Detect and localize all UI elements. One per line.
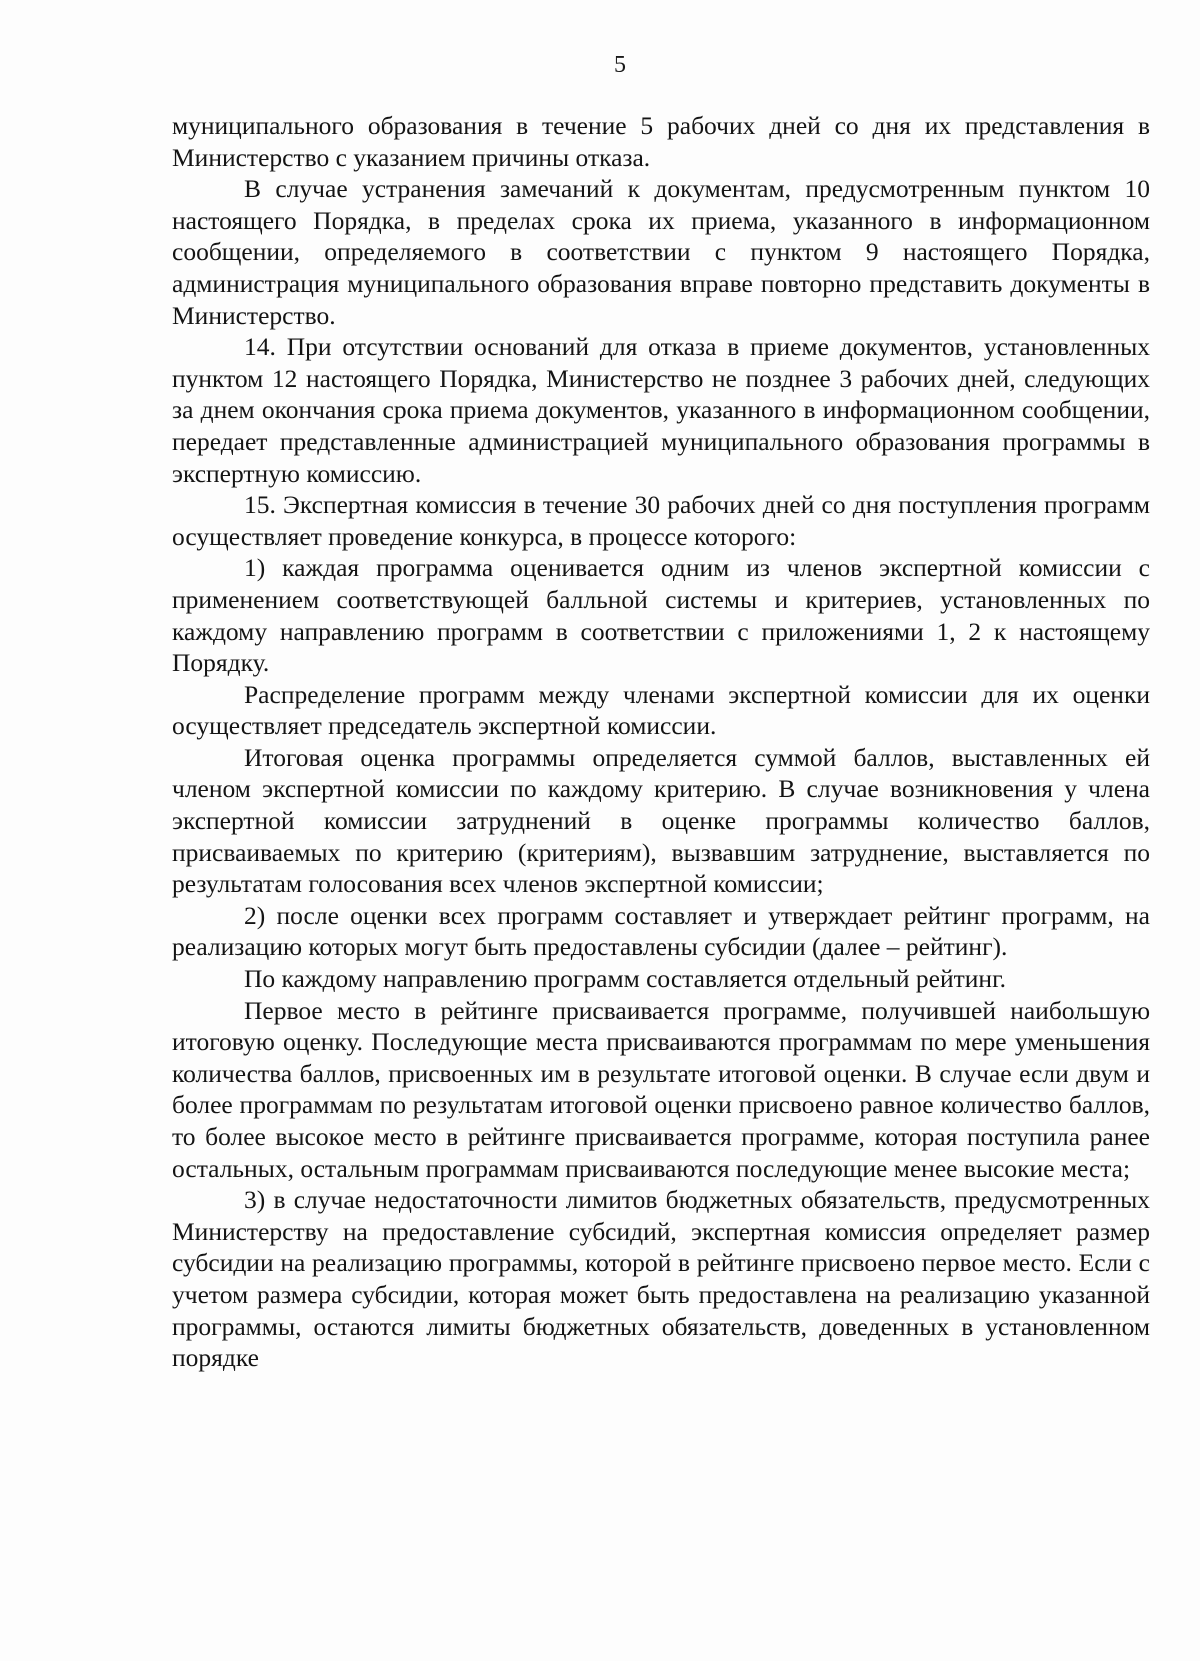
paragraph-subitem-3: 3) в случае недостаточности лимитов бюджетных обязательств, предусмотренных Министерству на предоставление субсидий, экспертная комиссия определяет размер субсидии на реализацию программы, которой в рейтинге присвоено первое место. Если с учетом размера субсидии, которая может быть предоставлена на реализацию указанной программы, остаются лимиты бюджетных обязательств, доведенных в установленном порядке [172, 1185, 1150, 1373]
paragraph-item-15: 15. Экспертная комиссия в течение 30 рабочих дней со дня поступления программ осуществляет проведение конкурса, в процессе которого: [172, 490, 1150, 551]
paragraph-first-place: Первое место в рейтинге присваивается программе, получившей наибольшую итоговую оценку. Последующие места присваиваются программам по мере уменьшения количества баллов, присвоенных им в результате итоговой оценки. В случае если двум и более программам по результатам итоговой оценки присвоено равное количество баллов, то более высокое место в рейтинге присваивается программе, которая поступила ранее остальных, остальным программам присваиваются последующие менее высокие места; [172, 995, 1150, 1183]
paragraph-item-14: 14. При отсутствии оснований для отказа в приеме документов, установленных пунктом 12 настоящего Порядка, Министерство не позднее 3 рабочих дней, следующих за днем окончания срока приема документов, указанного в информационном сообщении, передает представленные администрацией муниципального образования программы в экспертную комиссию. [172, 332, 1150, 488]
paragraph-resubmission: В случае устранения замечаний к документам, предусмотренным пунктом 10 настоящего Порядка, в пределах срока их приема, указанного в информационном сообщении, определяемого в соответствии с пунктом 9 настоящего Порядка, администрация муниципального образования вправе повторно представить документы в Министерство. [172, 174, 1150, 330]
paragraph-final-score: Итоговая оценка программы определяется суммой баллов, выставленных ей членом экспертной комиссии по каждому критерию. В случае возникновения у члена экспертной комиссии затруднений в оценке программы количество баллов, присваиваемых по критерию (критериям), вызвавшим затруднение, выставляется по результатам голосования всех членов экспертной комиссии; [172, 742, 1150, 899]
paragraph-separate-rating: По каждому направлению программ составляется отдельный рейтинг. [244, 964, 1007, 994]
document-body [172, 110, 1150, 1374]
paragraph-subitem-1: 1) каждая программа оценивается одним из членов экспертной комиссии с применением соответствующей балльной системы и критериев, установленных по каждому направлению программ в соответствии с приложениями 1, 2 к настоящему Порядку. [172, 553, 1150, 678]
paragraph-continuation: муниципального образования в течение 5 рабочих дней со дня их представления в Министерство с указанием причины отказа. [172, 111, 1150, 172]
paragraph-distribution: Распределение программ между членами экспертной комиссии для их оценки осуществляет председатель экспертной комиссии. [172, 679, 1150, 741]
paragraph-subitem-2: 2) после оценки всех программ составляет и утверждает рейтинг программ, на реализацию которых могут быть предоставлены субсидии (далее – рейтинг). [172, 900, 1150, 962]
page-number: 5 [614, 52, 626, 78]
